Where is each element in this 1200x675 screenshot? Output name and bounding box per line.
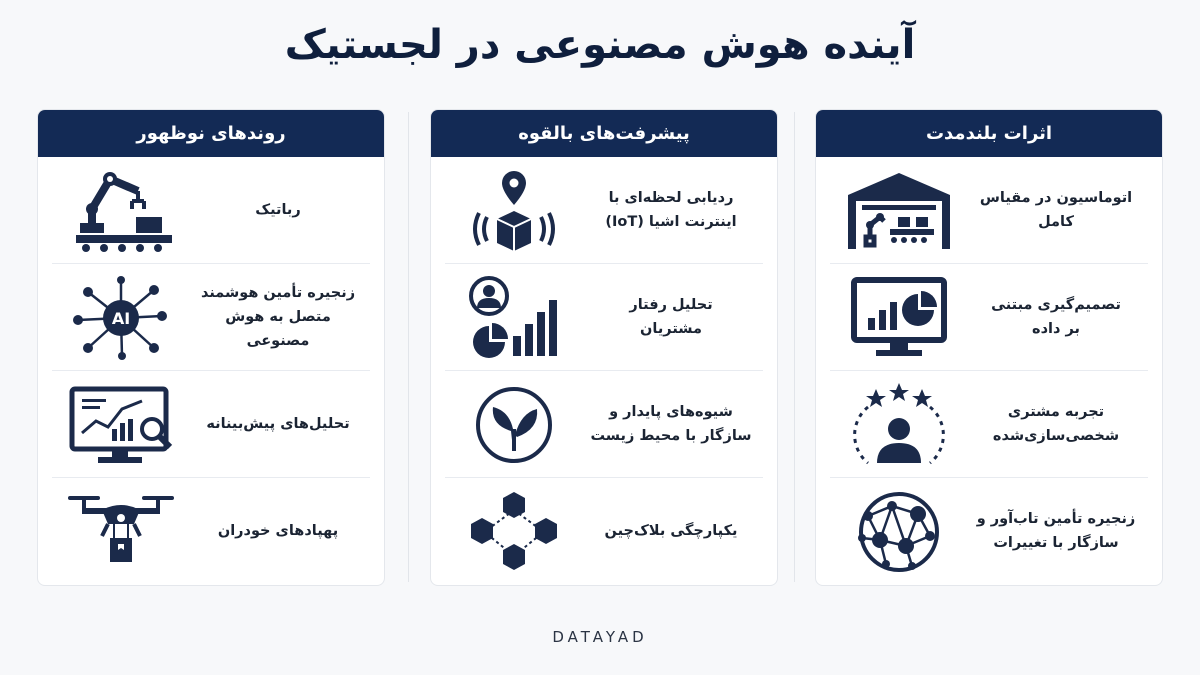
list-item <box>830 478 1148 585</box>
item-label: زنجیره تأمین تاب‌آور و سازگار با تغییرات <box>976 511 1136 551</box>
column-header: روندهای نوظهور <box>38 110 384 157</box>
list-item <box>52 371 370 478</box>
ai-badge: AI <box>111 308 131 328</box>
list-item <box>52 478 370 585</box>
global-network-icon <box>840 490 958 574</box>
column-divider <box>794 112 795 582</box>
column-header: اثرات بلندمدت <box>816 110 1162 157</box>
column-header: پیشرفت‌های بالقوه <box>431 110 777 157</box>
list-item <box>52 264 370 371</box>
column-divider <box>408 112 409 582</box>
item-label: زنجیره تأمین هوشمند متصل به هوش مصنوعی <box>200 285 356 349</box>
column-long-term-effects <box>815 109 1163 586</box>
customer-stars-icon <box>840 383 958 467</box>
leaf-icon <box>455 383 573 467</box>
blockchain-icon <box>455 490 573 574</box>
item-label: تحلیل‌های پیش‌بینانه <box>206 416 350 432</box>
location-package-icon <box>455 169 573 253</box>
list-item <box>830 157 1148 264</box>
item-label: شیوه‌های پایدار و سازگار با محیط زیست <box>590 404 752 444</box>
item-label: رباتیک <box>255 202 301 218</box>
list-item <box>830 264 1148 371</box>
ai-network-icon <box>62 276 180 360</box>
list-item <box>445 264 763 371</box>
drone-icon <box>62 490 180 574</box>
list-item <box>445 157 763 264</box>
column-potential-advances <box>430 109 778 586</box>
customer-analytics-icon <box>455 276 573 360</box>
automated-warehouse-icon <box>840 169 958 253</box>
item-label: یکپارچگی بلاک‌چین <box>604 523 738 539</box>
item-label: ردیابی لحظه‌ای با اینترنت اشیا (IoT) <box>605 190 737 230</box>
page-title: آینده هوش مصنوعی در لجستیک <box>284 22 916 68</box>
list-item <box>445 478 763 585</box>
robot-arm-icon <box>62 169 180 253</box>
monitor-chart-icon <box>840 276 958 360</box>
list-item <box>445 371 763 478</box>
predictive-monitor-icon <box>62 383 180 467</box>
item-label: پهپادهای خودران <box>217 523 339 539</box>
list-item <box>830 371 1148 478</box>
item-label: اتوماسیون در مقیاس کامل <box>979 190 1133 230</box>
item-label: تجربه مشتری شخصی‌سازی‌شده <box>992 404 1120 444</box>
brand-footer: DATAYAD <box>552 628 648 646</box>
item-label: تحلیل رفتار مشتریان <box>629 297 713 337</box>
column-emerging-trends <box>37 109 385 586</box>
list-item <box>52 157 370 264</box>
item-label: تصمیم‌گیری مبتنی بر داده <box>991 297 1121 337</box>
